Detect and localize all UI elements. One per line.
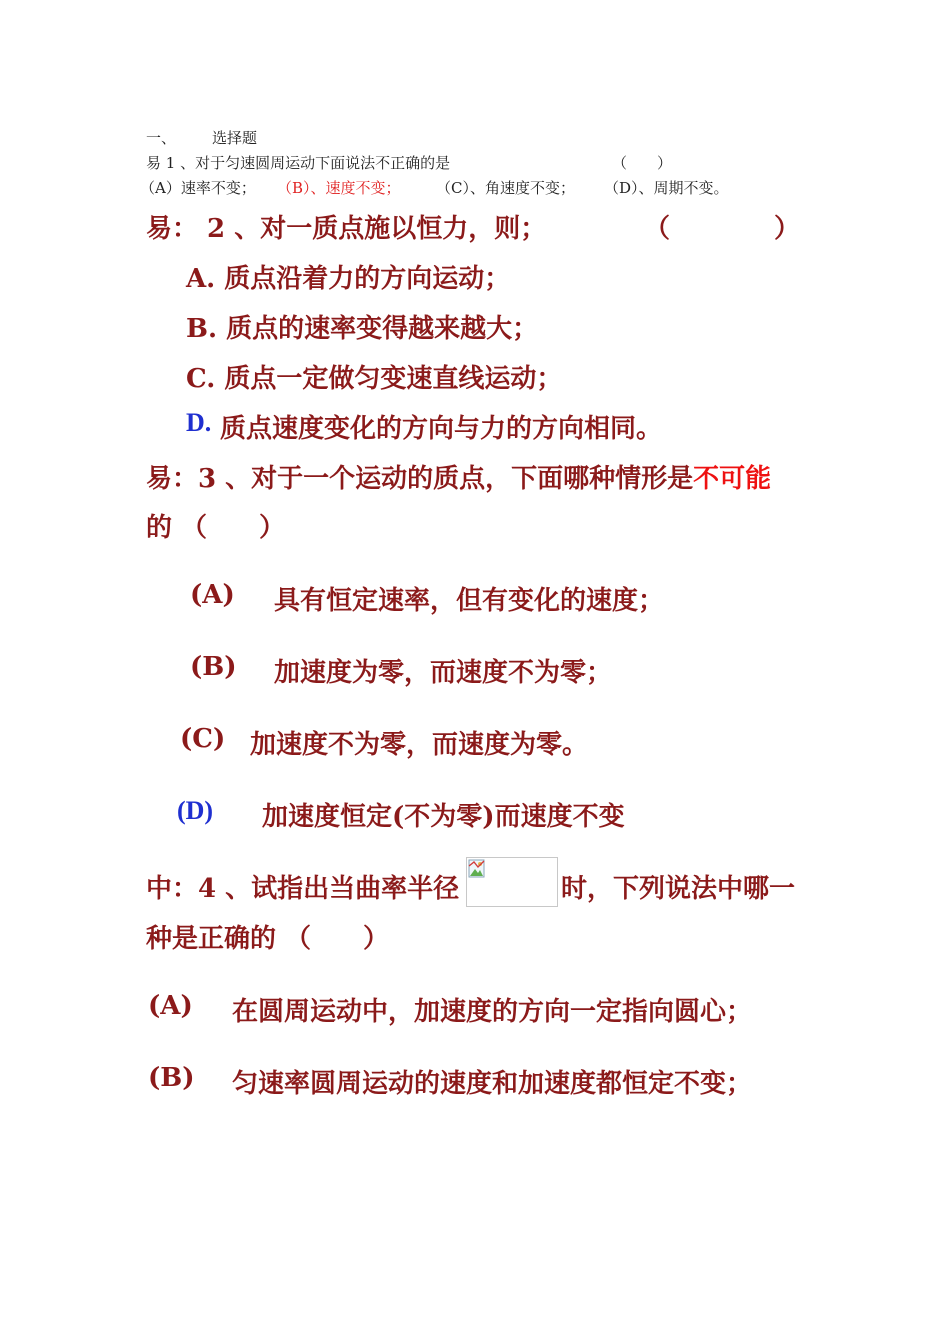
q3-option-a-text: 具有恒定速率，但有变化的速度； xyxy=(274,586,665,616)
section-number: 一、 xyxy=(146,129,177,147)
q3-stem-highlight: 不可能 xyxy=(693,464,772,494)
q4-option-b-label: (B) xyxy=(148,1063,195,1093)
q2-option-d-text: 质点速度变化的方向与力的方向相同。 xyxy=(220,414,663,444)
q2-paren-close: ） xyxy=(774,214,801,244)
q3-stem-main: 易：3 、对于一个运动的质点，下面哪种情形是 xyxy=(146,464,694,494)
q2-option-a: A. 质点沿着力的方向运动； xyxy=(186,264,511,294)
q1-answer-paren: （ ） xyxy=(612,154,673,172)
q3-option-c-text: 加速度不为零，而速度为零。 xyxy=(250,730,589,760)
q1-option-c: （C）、角速度不变； xyxy=(436,179,575,197)
q2-stem: 易： 2 、对一质点施以恒力，则； xyxy=(146,214,547,244)
q1-option-b: （B）、速度不变； xyxy=(277,179,401,197)
q2-paren-open: （ xyxy=(644,214,671,244)
q3-option-a-label: (A) xyxy=(190,580,235,610)
q4-stem-before: 中：4 、试指出当曲率半径 xyxy=(146,874,460,904)
q2-option-c: C. 质点一定做匀变速直线运动； xyxy=(186,364,563,394)
q3-option-d-label: (D) xyxy=(177,796,214,825)
broken-image-icon xyxy=(468,859,486,879)
q4-option-a-label: (A) xyxy=(148,991,193,1021)
q3-option-c-label: (C) xyxy=(180,724,226,754)
q2-option-b: B. 质点的速率变得越来越大； xyxy=(186,314,539,344)
q2-option-d-letter: D. xyxy=(186,408,212,437)
q3-stem-line2: 的 （ ） xyxy=(146,513,286,543)
q4-stem-line2: 种是正确的 （ ） xyxy=(146,924,390,954)
q4-option-a-text: 在圆周运动中，加速度的方向一定指向圆心； xyxy=(232,997,753,1027)
q1-option-d: （D）、周期不变。 xyxy=(604,179,729,197)
q3-stem-line1 xyxy=(146,458,771,495)
q4-option-b-text: 匀速率圆周运动的速度和加速度都恒定不变； xyxy=(232,1069,753,1099)
q1-stem: 易 1 、对于匀速圆周运动下面说法不正确的是 xyxy=(146,154,451,172)
q3-option-b-text: 加速度为零，而速度不为零； xyxy=(274,658,613,688)
broken-image-placeholder xyxy=(466,857,558,907)
q1-option-a: （A）速率不变； xyxy=(140,179,256,197)
q3-option-d-text: 加速度恒定(不为零)而速度不变 xyxy=(262,802,625,832)
q4-stem-after: 时，下列说法中哪一 xyxy=(561,874,796,904)
section-title: 选择题 xyxy=(212,129,258,147)
q3-option-b-label: (B) xyxy=(190,652,237,682)
